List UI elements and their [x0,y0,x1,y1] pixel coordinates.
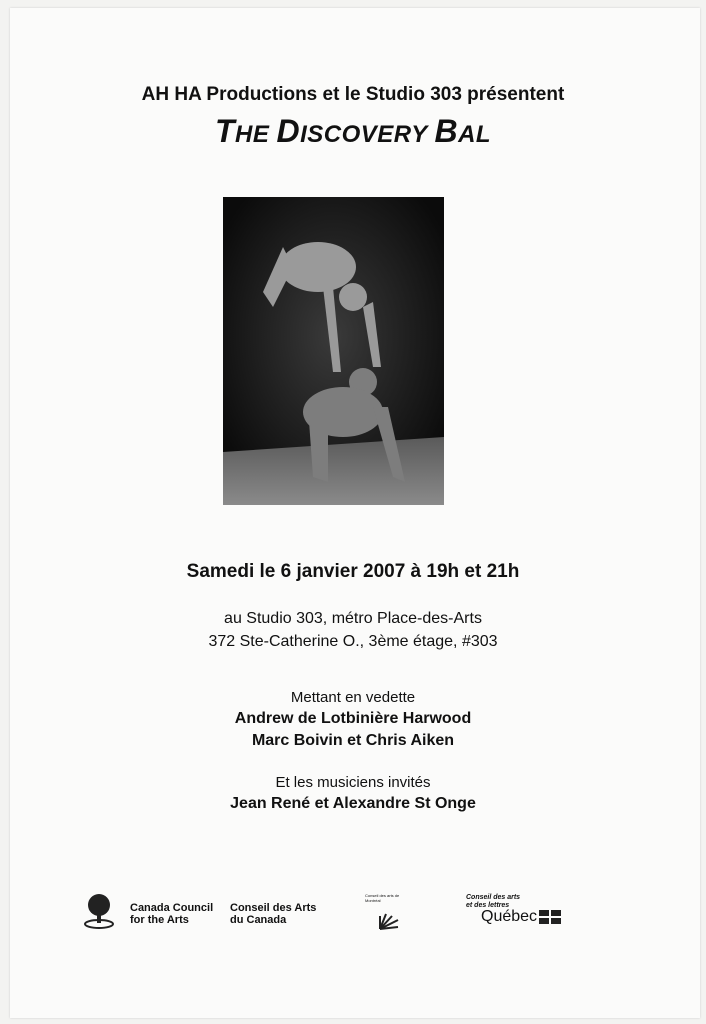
cc-fr-2: du Canada [230,914,287,926]
cc-en-1: Canada Council [130,902,214,914]
event-address: 372 Ste-Catherine O., 3ème étage, #303 [208,633,498,650]
event-venue: au Studio 303, métro Place-des-Arts [224,610,482,627]
calq-1: Conseil des arts [466,894,521,901]
show-title: THE DISCOVERY BAL [214,113,492,149]
cam-small-text: Conseil des arts de Montréal [365,893,400,903]
performers-line-1: Andrew de Lotbinière Harwood [234,710,472,727]
calq-2: et des lettres [466,902,510,909]
flyer-page [10,8,700,1018]
musicians-label: Et les musiciens invités [275,774,431,791]
cc-fr-1: Conseil des Arts [230,902,317,914]
fleur-de-lis-flag-icon [539,910,561,924]
tree-icon [82,893,116,929]
dance-photo [223,197,444,505]
cc-en-2: for the Arts [130,914,189,926]
presenter-line: AH HA Productions et le Studio 303 présentent [141,84,565,105]
performers-line-2: Marc Boivin et Chris Aiken [251,732,455,749]
quebec-wordmark: Québec [481,908,538,925]
event-date-time: Samedi le 6 janvier 2007 à 19h et 21h [186,561,520,582]
musicians-names: Jean René et Alexandre St Onge [230,795,476,812]
performers-label: Mettant en vedette [290,689,416,706]
cam-rays-icon [378,910,400,930]
